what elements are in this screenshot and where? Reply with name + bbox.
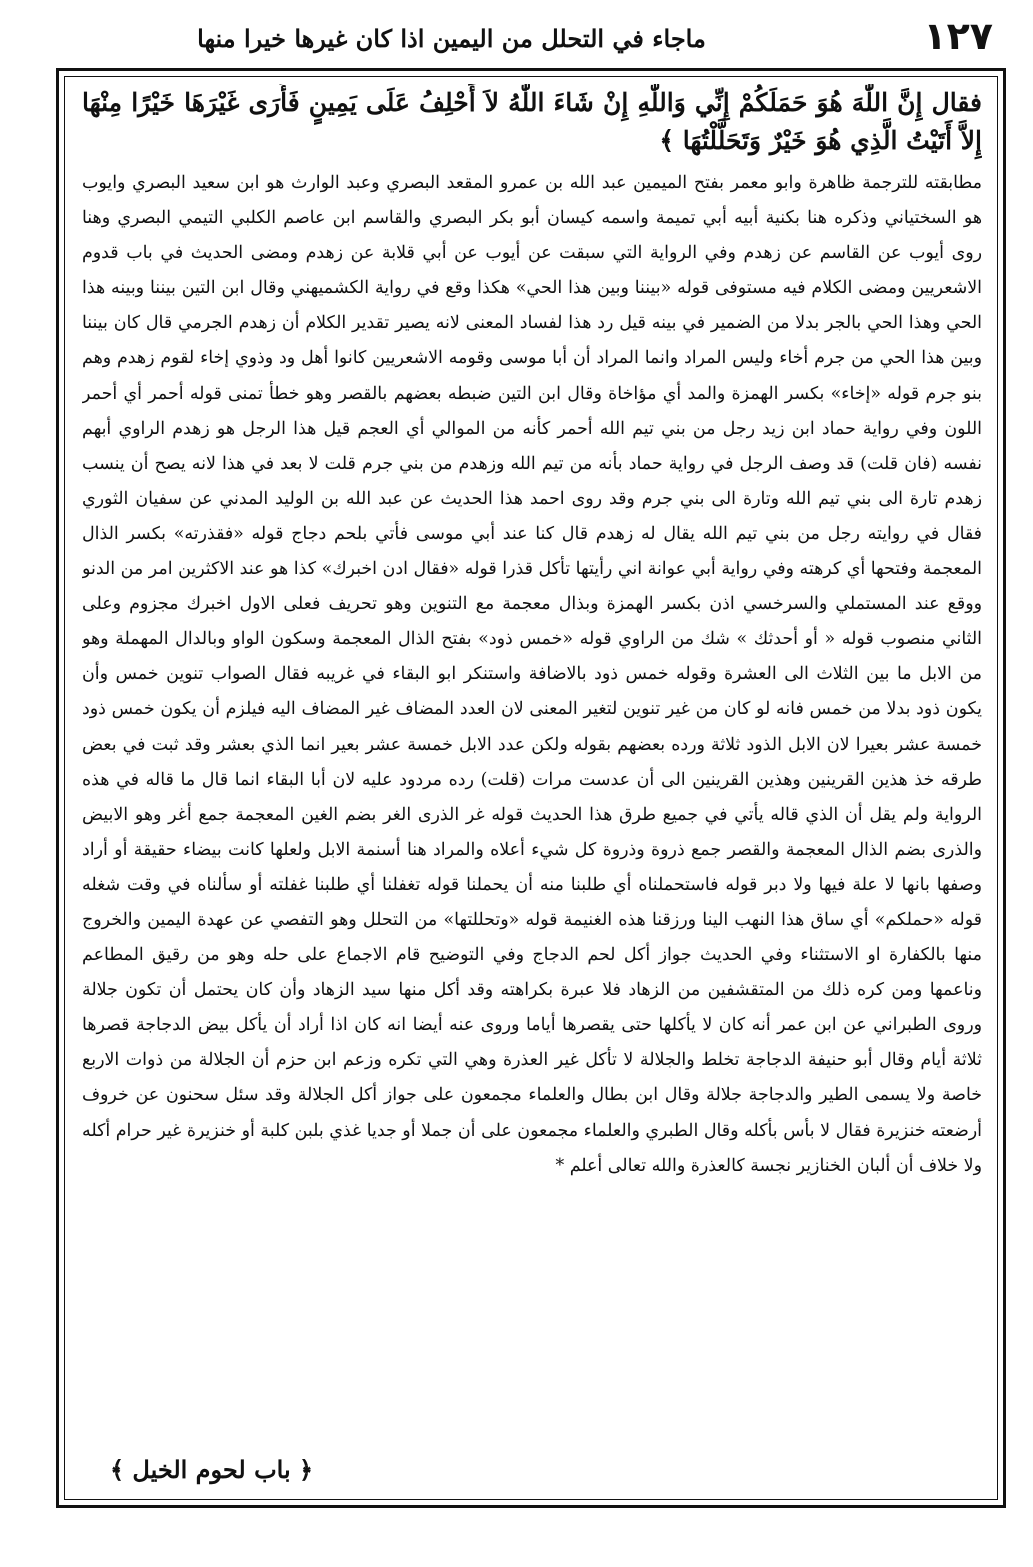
commentary-paragraph: مطابقته للترجمة ظاهرة وابو معمر بفتح الميمين عبد الله بن عمرو المقعد البصري وعبد الوارث هو ابن سعيد البصري وايوب هو السختياني وذكره هنا بكنية أبيه أبي تميمة واسمه كيسان أبو بكر البصري والقاسم ابن عاصم الكلبي التيمي البصري وهنا روى أيوب عن القاسم عن زهدم وفي الرواية التي سبقت عن أيوب عن أبي قلابة عن زهدم ومضى الحديث في باب قدوم الاشعريين ومضى الكلام فيه مستوفى قوله «بيننا وبين هذا الحي» هكذا وقع في رواية الكشميهني وقال ابن التين بيننا وبينه هذا الحي وهذا الحي بالجر بدلا من الضمير في بينه قيل رد هذا لفساد المعنى لانه يصير تقدير الكلام أن زهدم الجرمي قال كان بيننا وبين هذا الحي من جرم أخاء وليس المراد وانما المراد أن أبا موسى وقومه الاشعريين كانوا أهل ود وذوي إخاء لقوم زهدم وهم بنو جرم قوله «إخاء» بكسر الهمزة والمد أي مؤاخاة وقال ابن التين ضبطه بعضهم بالقصر وهو خطأ تمنى قوله أحمر أي أحمر اللون وفي رواية حماد ابن زيد رجل من بني تيم الله أحمر كأنه من الموالي أي العجم قيل هذا الرجل هو زهدم الراوي أبهم نفسه (فان قلت) قد وصف الرجل في رواية حماد بأنه من تيم الله وزهدم من بني جرم قلت لا بعد في هذا لانه يصح أن ينسب زهدم تارة الى بني تيم الله وتارة الى بني جرم وقد روى احمد هذا الحديث عن عبد الله بن الوليد المدني عن سفيان الثوري فقال في روايته رجل من بني تيم الله يقال له زهدم قال كنا عند أبي موسى فأتي بلحم دجاج قوله «فقذرته» بكسر الذال المعجمة وفتحها أي كرهته وفي رواية أبي عوانة اني رأيتها تأكل قذرا قوله «فقال ادن اخبرك» كذا هو عند الاكثرين امر من الدنو ووقع عند المستملي والسرخسي اذن بكسر الهمزة وبذال معجمة مع التنوين وهو تحريف فعلى الاول اخبرك مجزوم وعلى الثاني منصوب قوله « أو أحدثك » شك من الراوي قوله «خمس ذود» بفتح الذال المعجمة وسكون الواو وبالدال المهملة وهو من الابل ما بين الثلاث الى العشرة وقوله خمس ذود بالاضافة واستنكر ابو البقاء في غريبه فقال الصواب تنوين خمس وأن يكون ذود بدلا من خمس فانه لو كان من غير تنوين لتغير المعنى لان العدد المضاف غير المضاف اليه فيلزم أن يكون خمس ذود خمسة عشر بعيرا لان الابل الذود ثلاثة ورده بعضهم بقوله ولكن عدد الابل خمسة عشر بعير انما الذي بعشر وقد ثبت في بعض طرقه خذ هذين القرينين وهذين القرينين الى أن عدست مرات (قلت) رده مردود عليه لان أبا البقاء انما قال ما قاله في هذه الرواية ولم يقل أن الذي قاله يأتي في جميع طرق هذا الحديث قوله غر الذرى الغر بضم الغين المعجمة جمع أغر وهو الابيض والذرى بضم الذال المعجمة والقصر جمع ذروة وذروة كل شيء أعلاه والمراد هنا أسنمة الابل ولعلها كانت بيضاء حقيقة أو أراد وصفها بانها لا علة فيها ولا دبر قوله فاستحملناه أي طلبنا منه أن يحملنا قوله تغفلنا أي طلبنا غفلته أو سألناه في وقت شغله قوله «حملكم» أي ساق هذا النهب الينا ورزقنا هذه الغنيمة قوله «وتحللتها» من التحلل وهو التفصي عن عهدة اليمين والخروج منها بالكفارة او الاستثناء وفي الحديث جواز أكل لحم الدجاج وفي التوضيح قام الاجماع على حله وهو من رقيق المطاعم وناعمها ومن كره ذلك من المتقشفين من الزهاد فلا عبرة بكراهته وقد أكل منها سيد الزهاد وأن كان يحتمل أن تكون جلالة وروى الطبراني عن ابن عمر أنه كان لا يأكلها حتى يقصرها أياما وروى عنه أيضا انه كان اذا أراد أن يأكل بيض الدجاجة قصرها ثلاثة أيام وقال أبو حنيفة الدجاجة تخلط والجلالة لا تأكل غير العذرة وهي التي تكره وزعم ابن حزم أن الجلالة من ذوات الاربع خاصة ولا يسمى الطير والدجاجة جلالة وقال ابن بطال والعلماء مجمعون على جواز أكل الجلالة وقد سئل سحنون عن خروف أرضعته خنزيرة فقال لا بأس بأكله وقال الطبري والعلماء مجمعون على أن جملا أو جديا غذي بلبن كلبة أو خنزيرة غير حرام أكله ولا خلاف أن ألبان الخنازير نجسة كالعذرة والله تعالى أعلم * xyxy=(82,173,982,1176)
page-number: ١٢٧ xyxy=(923,14,993,58)
chapter-heading: ﴿ باب لحوم الخيل ﴾ xyxy=(110,1455,314,1484)
hadith-text: فقال إِنَّ اللّٰهَ هُوَ حَمَلَكُمْ إِنِّي وَاللّٰهِ إِنْ شَاءَ اللّٰهُ لاَ أَحْلِفُ عَلَى يَمِينٍ فَأَرَى غَيْرَهَا خَيْرًا مِنْهَا إِلاَّ أَتَيْتُ الَّذِي هُوَ خَيْرٌ وَتَحَلَّلْتُهَا ﴾ xyxy=(82,88,982,155)
text-block xyxy=(82,84,982,1494)
running-title: ماجاء في التحلل من اليمين اذا كان غيرها خيرا منها xyxy=(197,24,706,53)
page-header xyxy=(60,14,993,66)
